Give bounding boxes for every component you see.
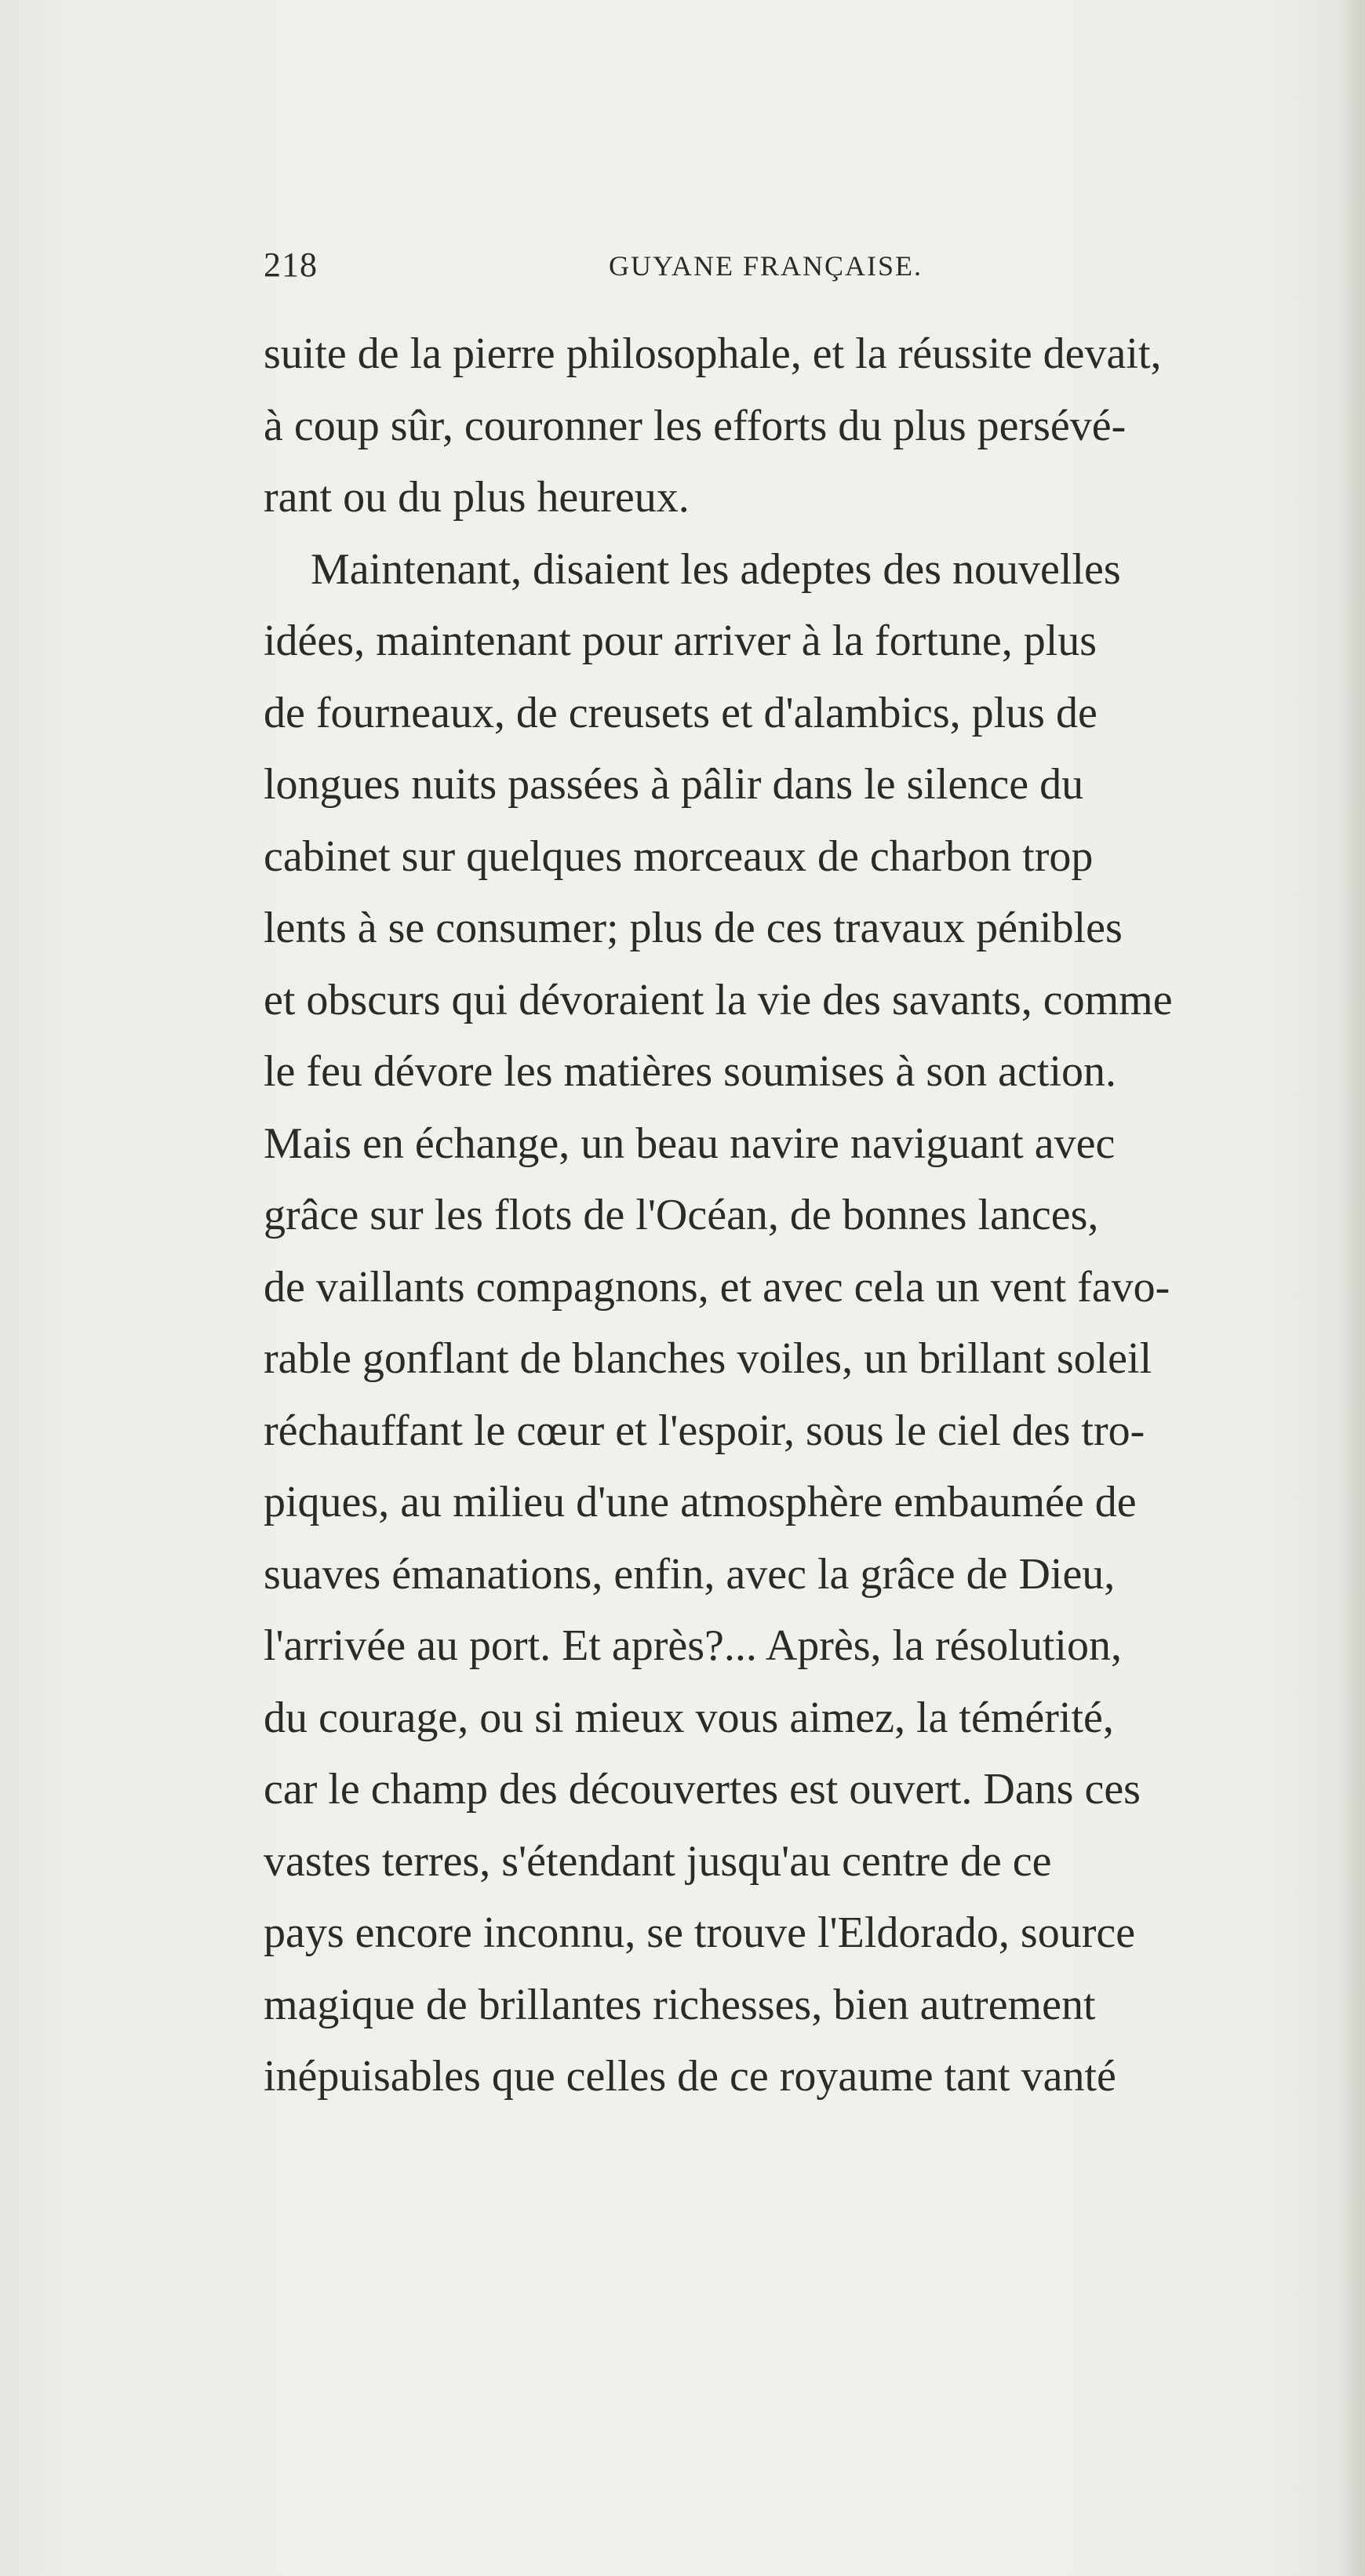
text-line: de fourneaux, de creusets et d'alambics, plus de bbox=[264, 688, 1097, 737]
text-line: rable gonflant de blanches voiles, un brillant soleil bbox=[264, 1334, 1152, 1383]
text-line: car le champ des découvertes est ouvert. Dans ces bbox=[264, 1765, 1141, 1814]
text-line: suite de la pierre philosophale, et la réussite devait, bbox=[264, 329, 1162, 378]
text-line: idées, maintenant pour arriver à la fortune, plus bbox=[264, 617, 1097, 665]
text-line: l'arrivée au port. Et après?... Après, la résolution, bbox=[264, 1621, 1122, 1670]
text-line: inépuisables que celles de ce royaume tant vanté bbox=[264, 2052, 1116, 2101]
text-line: réchauffant le cœur et l'espoir, sous le ciel des tro- bbox=[264, 1406, 1145, 1455]
text-line: de vaillants compagnons, et avec cela un vent favo- bbox=[264, 1262, 1170, 1312]
text-line: Mais en échange, un beau navire naviguant avec bbox=[264, 1119, 1116, 1168]
text-line: rant ou du plus heureux. bbox=[264, 473, 690, 522]
page-number: 218 bbox=[264, 246, 318, 284]
text-line: le feu dévore les matières soumises à son action. bbox=[264, 1047, 1116, 1096]
text-line: suaves émanations, enfin, avec la grâce de Dieu, bbox=[264, 1549, 1116, 1599]
text-line: magique de brillantes richesses, bien autrement bbox=[264, 1980, 1096, 2029]
text-line: grâce sur les flots de l'Océan, de bonnes lances, bbox=[264, 1191, 1099, 1239]
text-line: piques, au milieu d'une atmosphère embaumée de bbox=[264, 1478, 1137, 1526]
text-line: du courage, ou si mieux vous aimez, la témérité, bbox=[264, 1693, 1114, 1742]
text-line: cabinet sur quelques morceaux de charbon trop bbox=[264, 831, 1094, 881]
text-line: et obscurs qui dévoraient la vie des savants, comme bbox=[264, 975, 1173, 1024]
page-edge-shadow bbox=[1338, 0, 1365, 2576]
text-line: lents à se consumer; plus de ces travaux pénibles bbox=[264, 904, 1123, 952]
text-line: pays encore inconnu, se trouve l'Eldorado, source bbox=[264, 1908, 1136, 1957]
body-text bbox=[264, 318, 1323, 2113]
text-line: à coup sûr, couronner les efforts du plus persévé- bbox=[264, 401, 1127, 450]
page-header bbox=[264, 245, 1244, 292]
running-title: GUYANE FRANÇAISE. bbox=[609, 250, 923, 282]
paragraph-start-line: Maintenant, disaient les adeptes des nouvelles bbox=[311, 544, 1121, 594]
text-line: longues nuits passées à pâlir dans le silence du bbox=[264, 760, 1084, 809]
text-line: vastes terres, s'étendant jusqu'au centre de ce bbox=[264, 1836, 1052, 1886]
